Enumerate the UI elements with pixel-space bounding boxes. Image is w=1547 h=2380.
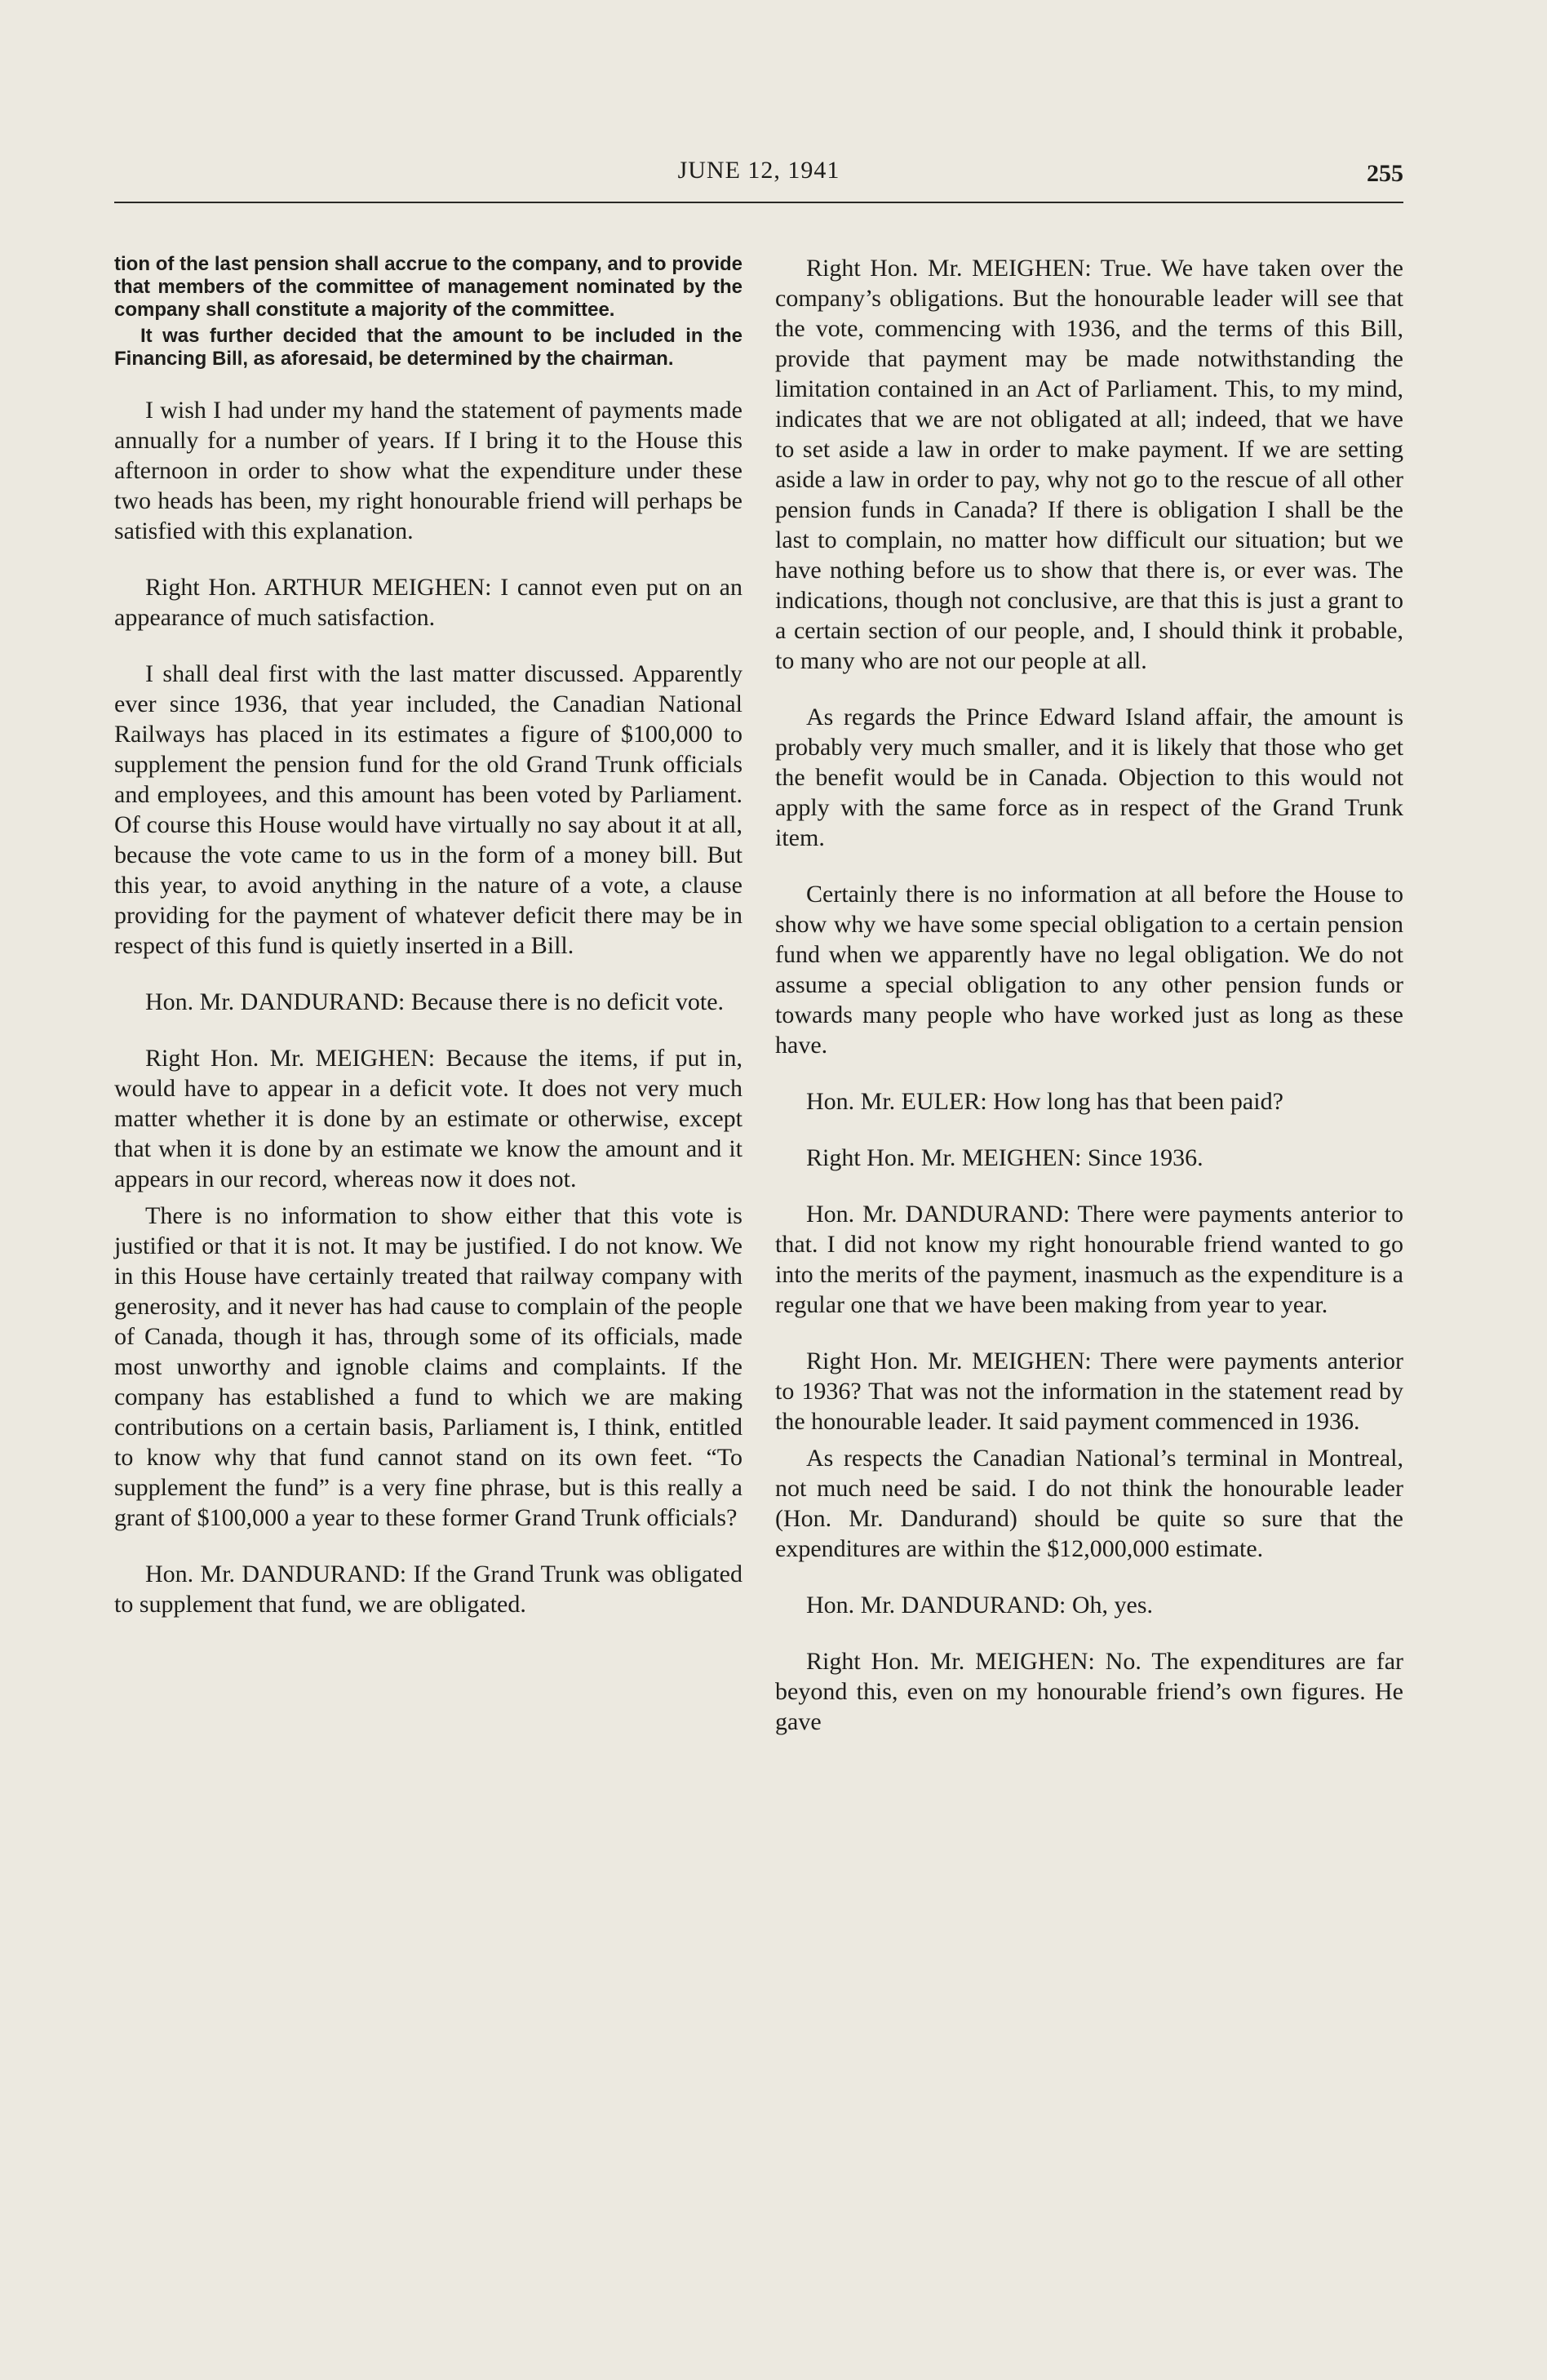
right-column-paragraph: Right Hon. Mr. MEIGHEN: Since 1936.: [806, 1144, 1203, 1171]
left-column: [114, 253, 742, 1645]
right-column-paragraph: Certainly there is no information at all before the House to show why we have some special obligation to a certain pension fund when we apparently have no legal obligation. We do not assume a special obligation to any other pension funds or towards many people who have worked just as long as these have.: [775, 881, 1403, 1059]
right-column-paragraph: As respects the Canadian National’s terminal in Montreal, not much need be said. I do not think the honourable leader (Hon. Mr. Dandurand) should be quite so sure that the expenditures are within the $12,000,000 estimate.: [775, 1445, 1403, 1562]
left-column-paragraph: It was further decided that the amount to be included in the Financing Bill, as aforesaid, be determined by the chairman.: [114, 325, 742, 370]
page-number: 255: [1367, 160, 1403, 187]
right-column-paragraph: As regards the Prince Edward Island affair, the amount is probably very much smaller, and it is likely that those who get the benefit would be in Canada. Objection to this would not apply with the same force as in respect of the Grand Trunk item.: [775, 704, 1403, 851]
header-date: JUNE 12, 1941: [677, 157, 840, 184]
right-column-paragraph: Hon. Mr. DANDURAND: Oh, yes.: [806, 1592, 1153, 1618]
left-column-paragraph: Right Hon. ARTHUR MEIGHEN: I cannot even put on an appearance of much satisfaction.: [114, 574, 742, 631]
right-column: [775, 253, 1403, 1763]
right-column-paragraph: Right Hon. Mr. MEIGHEN: No. The expenditures are far beyond this, even on my honourable friend’s own figures. He gave: [775, 1648, 1403, 1735]
left-column-paragraph: I shall deal first with the last matter discussed. Apparently ever since 1936, that year included, the Canadian National Railways has placed in its estimates a figure of $100,000 to supplement the pension fund for the old Grand Trunk officials and employees, and this amount has been voted by Parliament. Of course this House would have virtually no say about it at all, because the vote came to us in the form of a money bill. But this year, to avoid anything in the nature of a vote, a clause providing for the payment of whatever deficit there may be in respect of this fund is quietly inserted in a Bill.: [114, 660, 742, 959]
left-column-paragraph: Right Hon. Mr. MEIGHEN: Because the items, if put in, would have to appear in a deficit vote. It does not very much matter whether it is done by an estimate or otherwise, except that when it is done by an estimate we know the amount and it appears in our record, whereas now it does not.: [114, 1045, 742, 1192]
right-column-paragraph: Right Hon. Mr. MEIGHEN: There were payments anterior to 1936? That was not the information in the statement read by the honourable leader. It said payment commenced in 1936.: [775, 1348, 1403, 1435]
left-column-paragraph: tion of the last pension shall accrue to the company, and to provide that members of the committee of management nominated by the company shall constitute a majority of the committee.: [114, 253, 742, 321]
right-column-paragraph: Hon. Mr. DANDURAND: There were payments anterior to that. I did not know my right honourable friend wanted to go into the merits of the payment, inasmuch as the expenditure is a regular one that we have been making from year to year.: [775, 1201, 1403, 1318]
running-header: [114, 157, 1403, 189]
left-column-paragraph: There is no information to show either that this vote is justified or that it is not. It may be justified. I do not know. We in this House have certainly treated that railway company with generosity, and it never has had cause to complain of the people of Canada, though it has, through some of its officials, made most unworthy and ignoble claims and complaints. If the company has established a fund to which we are making contributions on a certain basis, Parliament is, I think, entitled to know why that fund cannot stand on its own feet. “To supplement the fund” is a very fine phrase, but is this really a grant of $100,000 a year to these former Grand Trunk officials?: [114, 1202, 742, 1531]
left-column-paragraph: Hon. Mr. DANDURAND: If the Grand Trunk was obligated to supplement that fund, we are obligated.: [114, 1561, 742, 1618]
left-column-paragraph: I wish I had under my hand the statement of payments made annually for a number of years. If I bring it to the House this afternoon in order to show what the expenditure under these two heads has been, my right honourable friend will perhaps be satisfied with this explanation.: [114, 397, 742, 544]
left-column-paragraph: Hon. Mr. DANDURAND: Because there is no deficit vote.: [145, 988, 725, 1015]
right-column-paragraph: Right Hon. Mr. MEIGHEN: True. We have taken over the company’s obligations. But the honourable leader will see that the vote, commencing with 1936, and the terms of this Bill, provide that payment may be made notwithstanding the limitation contained in an Act of Parliament. This, to my mind, indicates that we are not obligated at all; indeed, that we have to set aside a law in order to make payment. If we are setting aside a law in order to pay, why not go to the rescue of all other pension funds in Canada? If there is obligation I shall be the last to complain, no matter how difficult our situation; but we have nothing before us to show that there is, or ever was. The indications, though not conclusive, are that this is just a grant to a certain section of our people, and, I should think it probable, to many who are not our people at all.: [775, 255, 1403, 674]
header-rule: [114, 202, 1403, 203]
right-column-paragraph: Hon. Mr. EULER: How long has that been paid?: [806, 1088, 1283, 1115]
